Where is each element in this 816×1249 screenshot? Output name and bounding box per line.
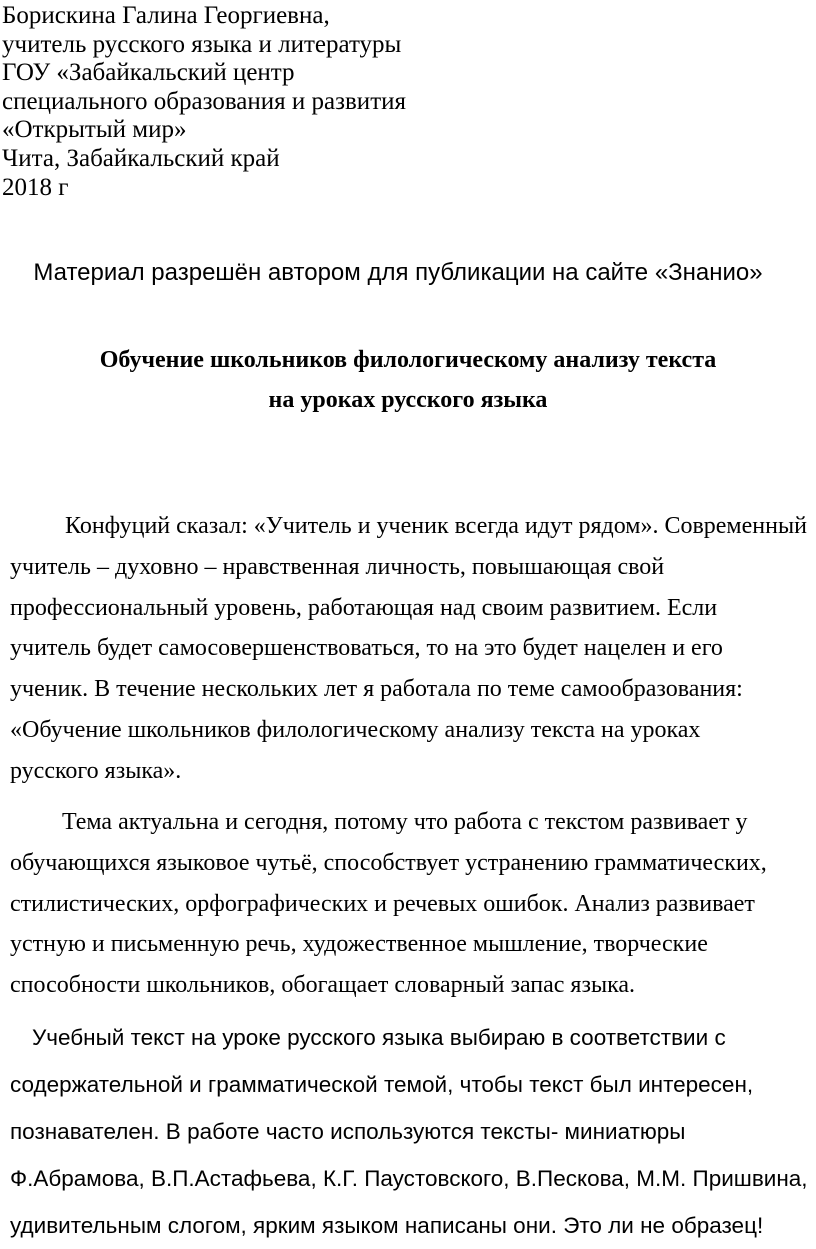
paragraph-line: устную и письменную речь, художественное мышление, творческие <box>10 931 708 958</box>
author-organization-name: «Открытый мир» <box>2 116 187 144</box>
author-position: учитель русского языка и литературы <box>2 30 402 58</box>
author-organization: ГОУ «Забайкальский центр <box>2 59 295 87</box>
paragraph-line: познавателен. В работе часто используются тексты- миниатюры <box>10 1119 686 1144</box>
paragraph-line: русского языка». <box>10 757 182 784</box>
title-line-2: на уроках русского языка <box>268 387 548 413</box>
author-name: Борискина Галина Георгиевна, <box>2 2 330 29</box>
permission-note: Материал разрешён автором для публикации на сайте «Знанио» <box>33 259 763 286</box>
paragraph-line: Ф.Абрамова, В.П.Астафьева, К.Г. Паустовского, В.Пескова, М.М. Пришвина, <box>10 1166 808 1191</box>
paragraph-1 <box>10 506 816 792</box>
paragraph-line: учитель будет самосовершенствоваться, то на это будет нацелен и его <box>10 635 723 662</box>
author-info <box>2 2 406 202</box>
author-organization-cont: специального образования и развития <box>2 87 406 115</box>
paragraph-3 <box>10 1014 816 1249</box>
paragraph-line: ученик. В течение нескольких лет я работала по теме самообразования: <box>10 676 743 703</box>
author-location: Чита, Забайкальский край <box>2 144 280 172</box>
document-title <box>0 340 816 420</box>
paragraph-2 <box>10 802 816 1006</box>
title-line-1: Обучение школьников филологическому анализу текста <box>99 347 717 373</box>
paragraph-line: удивительным слогом, ярким языком написаны они. Это ли не образец! <box>10 1213 764 1238</box>
paragraph-line: обучающихся языковое чутьё, способствует устранению грамматических, <box>10 849 767 876</box>
paragraph-line: Конфуций сказал: «Учитель и ученик всегда идут рядом». Современный <box>65 513 807 539</box>
paragraph-line: Учебный текст на уроке русского языка выбираю в соответствии с <box>32 1025 726 1050</box>
author-year: 2018 г <box>2 173 69 201</box>
paragraph-line: стилистических, орфографических и речевых ошибок. Анализ развивает <box>10 890 755 917</box>
paragraph-line: «Обучение школьников филологическому анализу текста на уроках <box>10 716 701 743</box>
paragraph-line: содержательной и грамматической темой, чтобы текст был интересен, <box>10 1072 754 1097</box>
paragraph-line: учитель – духовно – нравственная личность, повышающая свой <box>10 553 665 580</box>
paragraph-line: профессиональный уровень, работающая над своим развитием. Если <box>10 594 718 621</box>
paragraph-line: способности школьников, обогащает словарный запас языка. <box>10 972 636 999</box>
paragraph-line: Тема актуальна и сегодня, потому что работа с текстом развивает у <box>62 809 748 835</box>
